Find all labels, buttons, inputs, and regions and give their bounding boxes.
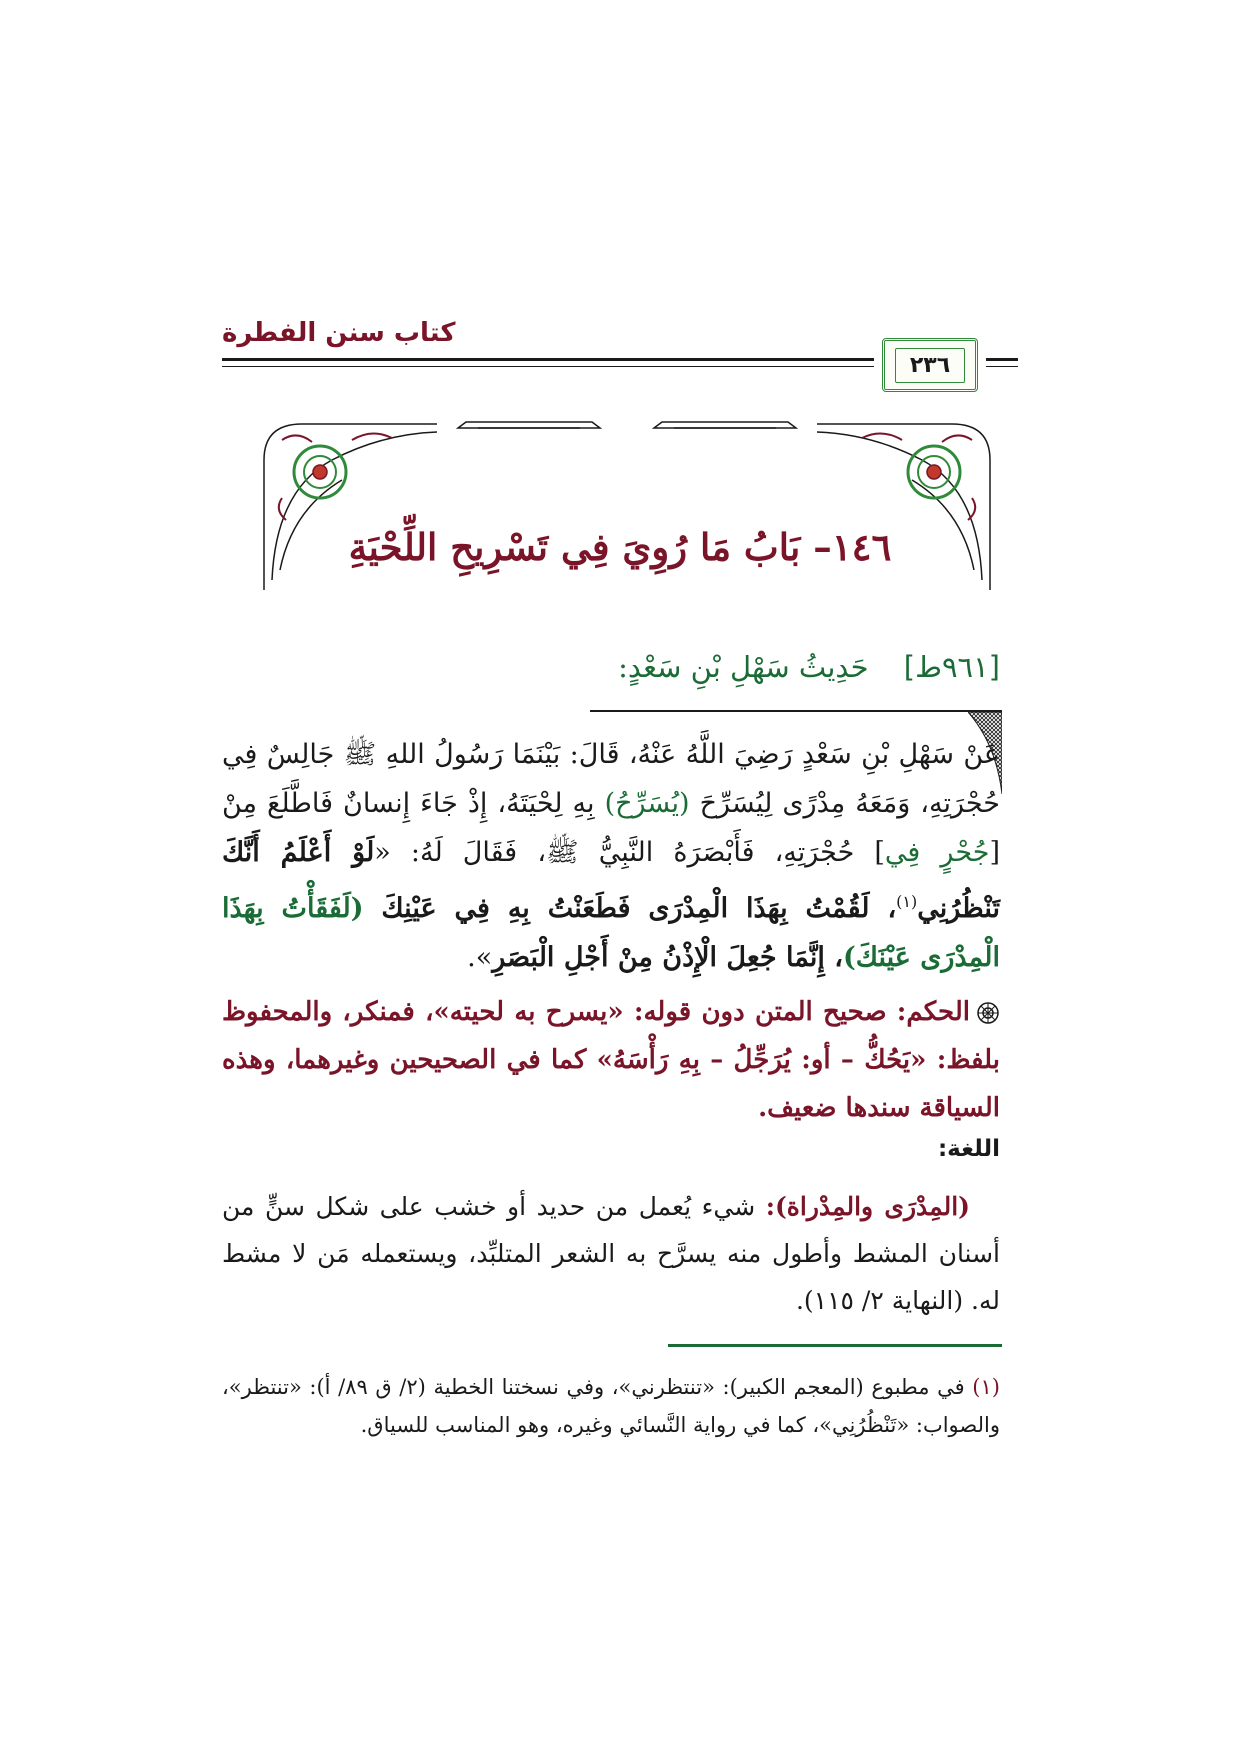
top-bar-ornaments — [458, 422, 796, 428]
hadith-text-part-1: عَنْ سَهْلِ بْنِ سَعْدٍ رَضِيَ اللَّهُ عَنْهُ، قَالَ: بَيْنَمَا رَسُولُ اللهِ ﷺ جَالِسٌ فِي حُجْرَتِهِ، وَمَعَهُ مِدْرًى لِيُسَرِّحَ — [222, 739, 1000, 819]
definition-text: شيء يُعمل من حديد أو خشب على شكل سنٍّ من أسنان المشط وأطول منه يسرَّح به الشعر المتلبِّد، ويستعمله مَن لا مشط له. (النهاية ٢/ ١١٥). — [222, 1192, 1000, 1315]
running-title: كتاب سنن الفطرة — [222, 318, 456, 348]
header-rule-right — [986, 358, 1018, 361]
prophet-speech-2: ، لَقُمْتُ بِهَذَا الْمِدْرَى فَطَعَنْتُ بِهِ فِي عَيْنِكَ — [363, 893, 897, 924]
header-rule-left-thin — [222, 366, 874, 367]
hadith-variant-3: (لَفَقَأْتُ بِهَذَا الْمِدْرَى عَيْنَكَ) — [222, 893, 1000, 973]
rosette-icon — [976, 1001, 1000, 1025]
header-rule-left — [222, 358, 874, 361]
footnote-number: (١) — [972, 1375, 1000, 1399]
prophet-speech-3: ، إِنَّمَا جُعِلَ الْإِذْنُ مِنْ أَجْلِ الْبَصَرِ — [492, 942, 843, 973]
ruling-text: صحيح المتن دون قوله: «يسرح به لحيته»، فمنكر، والمحفوظ بلفظ: «يَحُكُّ – أو: يُرَجِّلُ – بِهِ رَأْسَهُ» كما في الصحيحين وغيرهما، وهذه السياقة سندها ضعيف. — [222, 997, 1000, 1123]
ruling-label: الحكم: — [896, 997, 970, 1027]
hadith-closing: ». — [467, 942, 493, 973]
language-heading: اللغة: — [937, 1136, 1000, 1162]
footnote-marker[interactable]: (١) — [896, 892, 918, 911]
definition-term: (المِدْرَى والمِدْراة): — [765, 1192, 970, 1221]
header-rule-right-thin — [986, 366, 1018, 367]
page-number-frame — [882, 338, 978, 392]
hadith-variant-1: (يُسَرِّحُ) — [604, 788, 690, 819]
footnote — [222, 1368, 1000, 1444]
hadith-heading-rule — [590, 710, 1002, 712]
hadith-heading — [618, 650, 1000, 684]
hadith-number: [٩٦١ط] — [903, 650, 1000, 684]
ruling-paragraph — [222, 988, 1000, 1132]
hadith-text-part-3: ] حُجْرَتِهِ، فَأَبْصَرَهُ النَّبِيُّ ﷺ، فَقَالَ لَهُ: « — [374, 837, 885, 868]
chapter-title: ١٤٦– بَابُ مَا رُوِيَ فِي تَسْرِيحِ اللِّحْيَةِ — [348, 525, 892, 569]
prophet-speech-1: لَوْ أَعْلَمُ أَنَّكَ تَنْظُرُنِي — [222, 837, 1000, 924]
hadith-title: حَدِيثُ سَهْلِ بْنِ سَعْدٍ: — [618, 650, 869, 684]
footnote-text: في مطبوع (المعجم الكبير): «تنتظرني»، وفي نسختنا الخطية (٢/ ق ٨٩/ أ): «تنتظر»، والصواب: «تَنْظُرُنِي»، كما في رواية النَّسائي وغيره، وهو المناسب للسياق. — [222, 1375, 1000, 1437]
hadith-variant-2: جُحْرٍ فِي — [884, 837, 990, 868]
page-number: ٢٣٦ — [895, 348, 965, 383]
footnote-separator — [668, 1344, 1002, 1347]
hadith-text-part-2: بِهِ لِحْيَتَهُ، إِذْ جَاءَ إِنسانٌ فَاطَّلَعَ مِنْ [ — [222, 788, 1000, 868]
definition-paragraph — [222, 1183, 1000, 1324]
hadith-text — [222, 730, 1000, 982]
